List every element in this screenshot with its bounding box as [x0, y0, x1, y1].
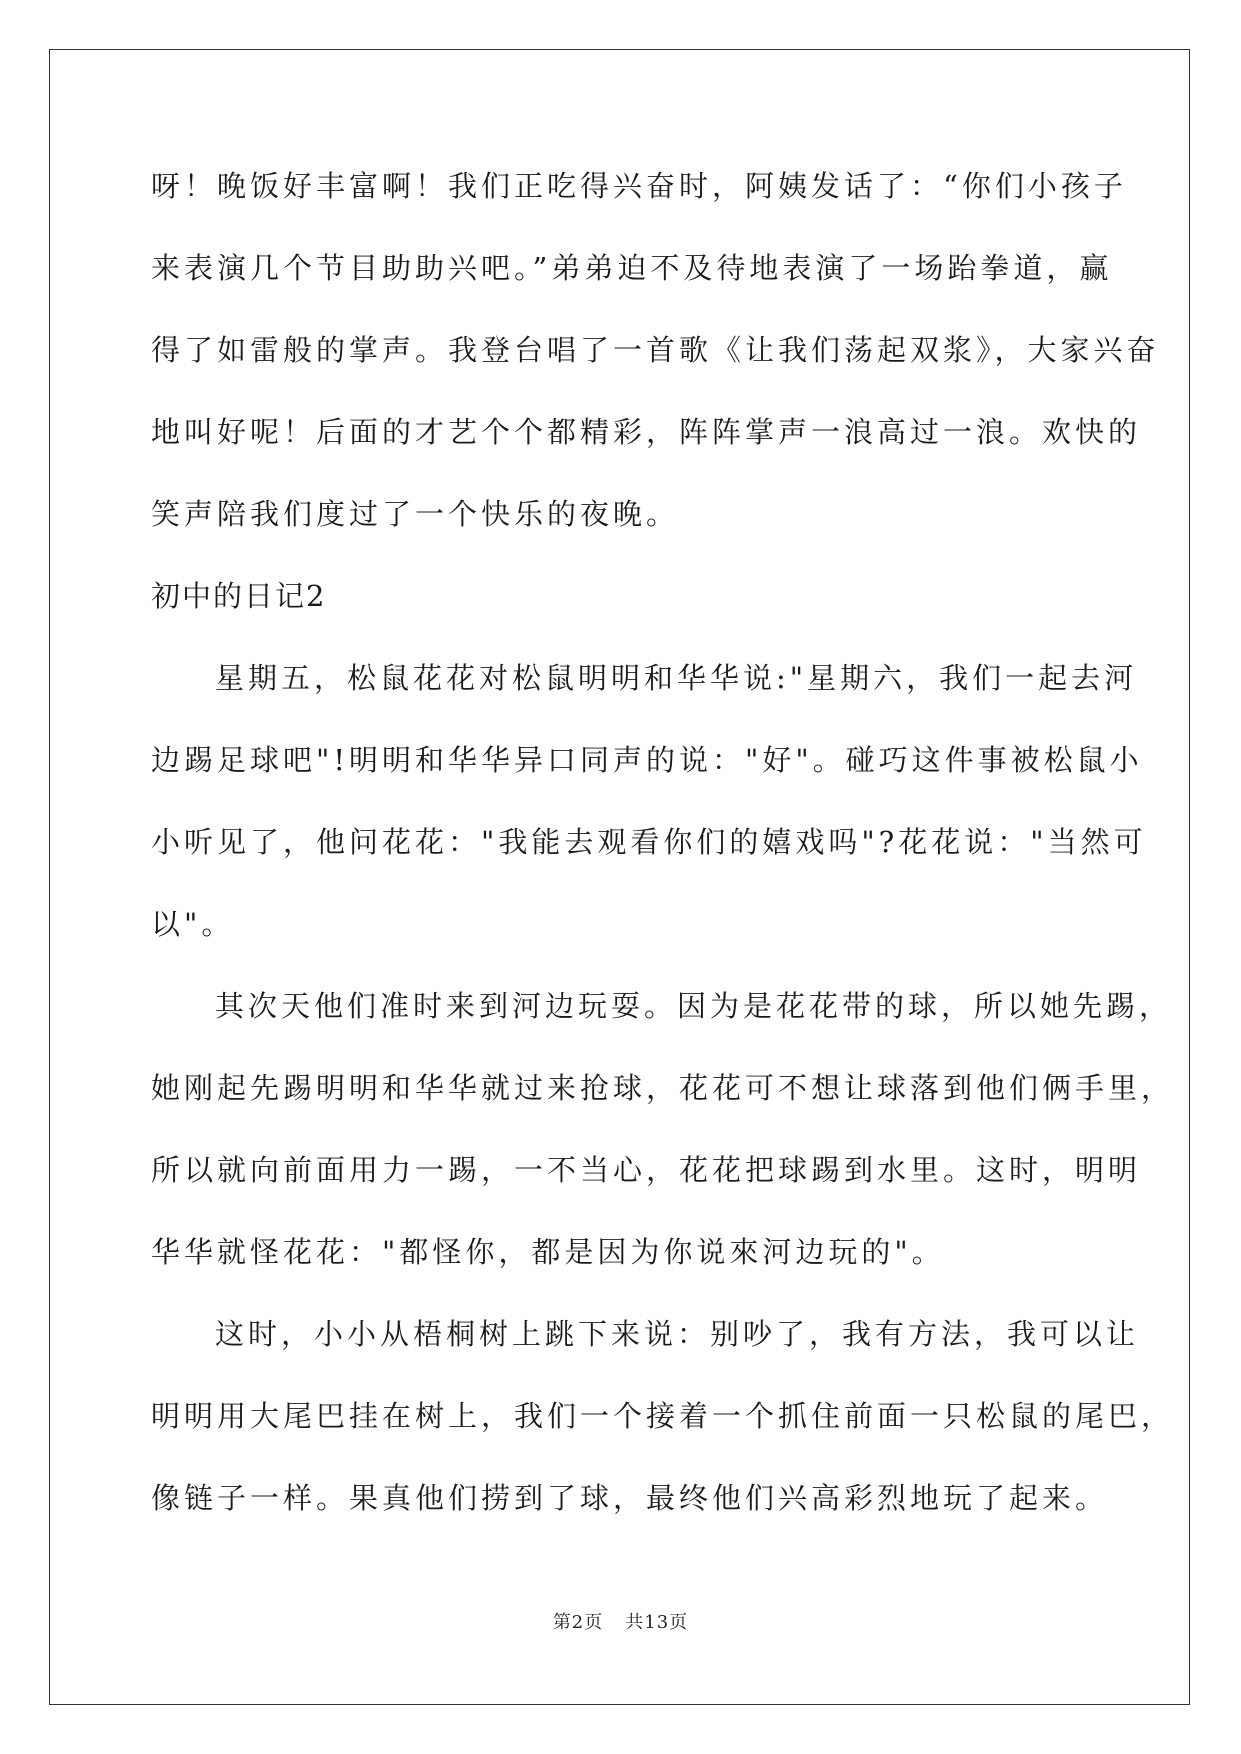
- text-line: 来表演几个节目助助兴吧。”弟弟迫不及待地表演了一场跆拳道，赢: [151, 251, 1113, 285]
- text-line: 边踢足球吧"!明明和华华异口同声的说："好"。碰巧这件事被松鼠小: [151, 743, 1143, 777]
- text-line: 所以就向前面用力一踢，一不当心，花花把球踢到水里。这时，明明: [151, 1153, 1142, 1187]
- text-line: 她刚起先踢明明和华华就过来抢球，花花可不想让球落到他们俩手里，: [151, 1071, 1175, 1105]
- text-line: 像链子一样。果真他们捞到了球，最终他们兴高彩烈地玩了起来。: [151, 1481, 1109, 1515]
- page-footer: [0, 1608, 1241, 1634]
- document-body: [151, 156, 1175, 1550]
- text-line: 以"。: [151, 907, 235, 941]
- text-line: 笑声陪我们度过了一个快乐的夜晚。: [151, 497, 680, 531]
- text-line: 华华就怪花花："都怪你，都是因为你说來河边玩的"。: [151, 1235, 945, 1269]
- text-line: 得了如雷般的掌声。我登台唱了一首歌《让我们荡起双浆》，大家兴奋: [151, 333, 1160, 367]
- paragraph-first-line: 星期五，松鼠花花对松鼠明明和华华说:"星期六，我们一起去河: [215, 661, 1138, 695]
- paragraph-first-line: 这时，小小从梧桐树上跳下来说：别吵了，我有方法，我可以让: [215, 1317, 1140, 1351]
- text-line: 小听见了，他问花花："我能去观看你们的嬉戏吗"?花花说："当然可: [151, 825, 1147, 859]
- section-heading: 初中的日记2: [151, 579, 327, 613]
- text-line: 呀！晚饭好丰富啊！我们正吃得兴奋时，阿姨发话了：“你们小孩子: [151, 169, 1127, 203]
- text-line: 明明用大尾巴挂在树上，我们一个接着一个抓住前面一只松鼠的尾巴，: [151, 1399, 1175, 1433]
- paragraph-first-line: 其次天他们准时来到河边玩耍。因为是花花带的球，所以她先踢，: [215, 989, 1173, 1023]
- page-number: 第2页: [552, 1612, 604, 1633]
- text-line: 地叫好呢！后面的才艺个个都精彩，阵阵掌声一浪高过一浪。欢快的: [151, 415, 1142, 449]
- page-total: 共13页: [625, 1612, 689, 1633]
